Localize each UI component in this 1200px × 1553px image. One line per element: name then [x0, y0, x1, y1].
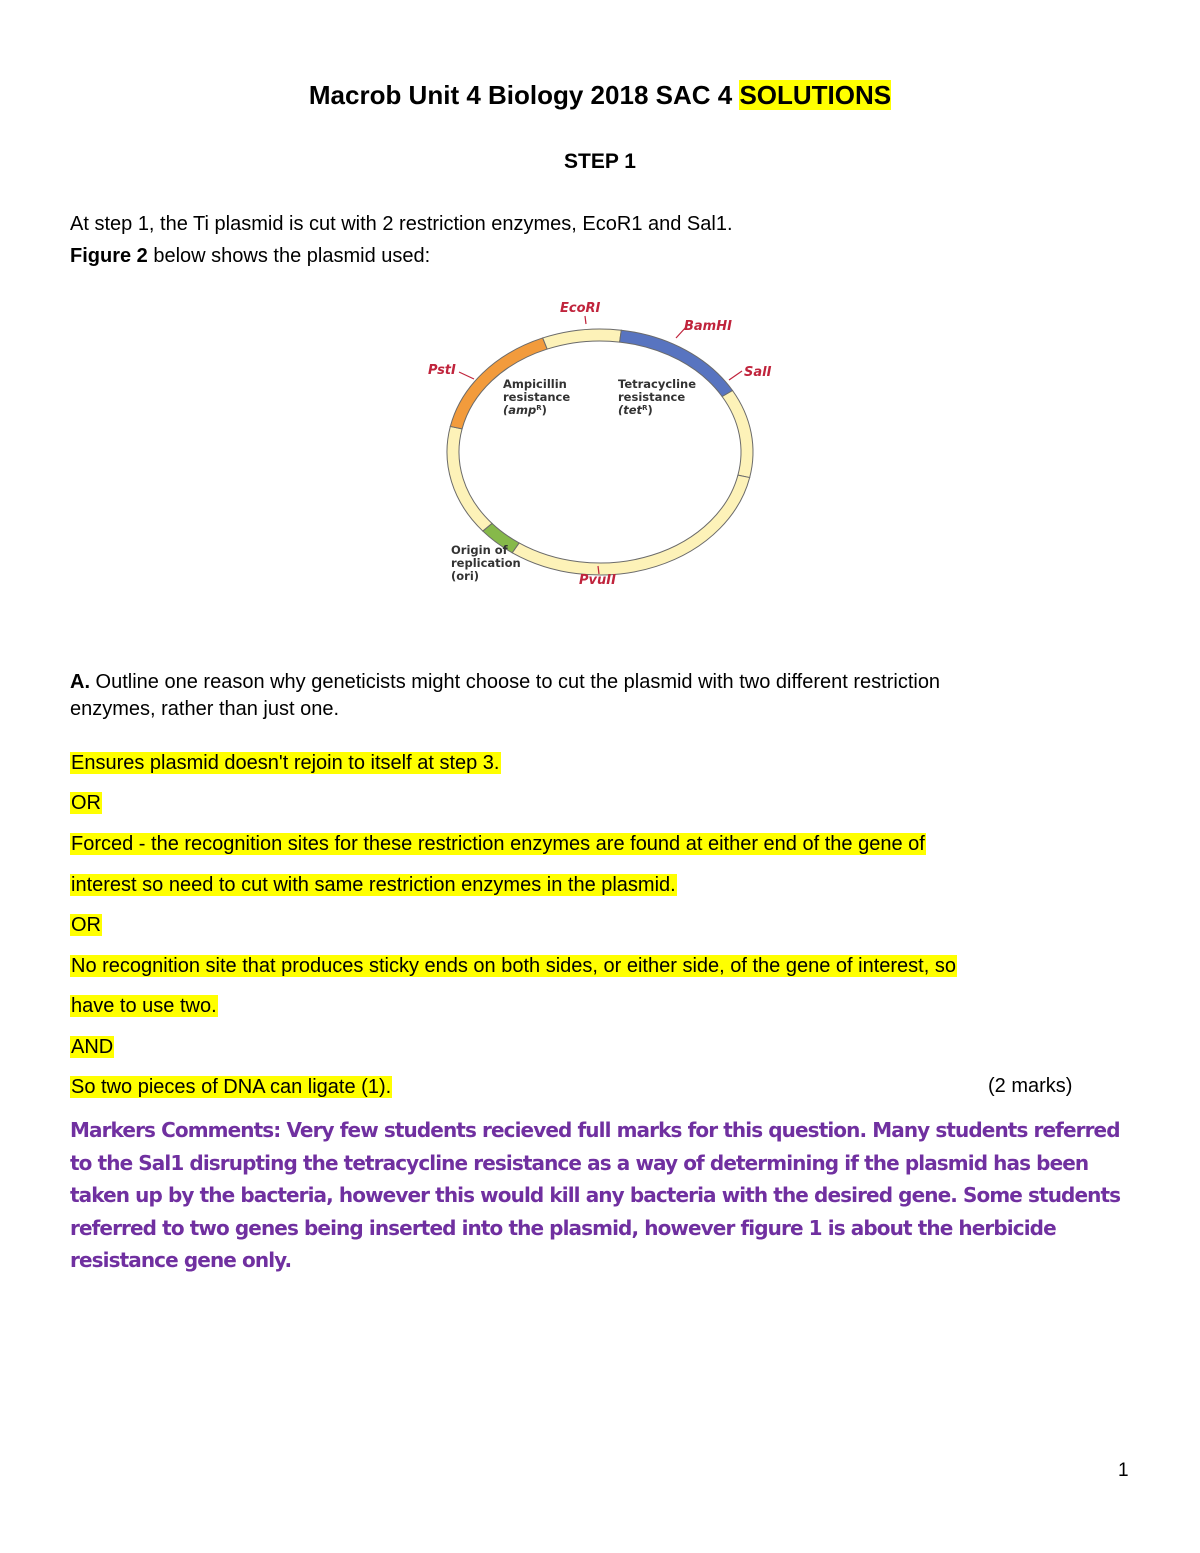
intro-line: At step 1, the Ti plasmid is cut with 2 restriction enzymes, EcoR1 and Sal1.: [70, 213, 733, 235]
ecori-label: EcoRI: [560, 301, 601, 316]
amp-label-2: resistance: [503, 390, 571, 404]
title-highlight: SOLUTIONS: [739, 80, 892, 110]
markers-comments: Markers Comments: Very few students recieved full marks for this question. Many students referred to the Sal1 disrupting the tetracycline resistance as a way of determining if the plasmid has been taken up by the bacteria, however this would kill any bacteria with the desired gene. Some students referred to two genes being inserted into the plasmid, however figure 1 is about the herbicide resistance gene only.: [70, 1118, 1121, 1272]
plasmid-backbone-segment: [447, 426, 492, 531]
plasmid-backbone-segment: [722, 391, 753, 478]
figure-caption: [70, 245, 430, 268]
answer-line: So two pieces of DNA can ligate (1).: [71, 1076, 392, 1098]
answer-line: have to use two.: [71, 995, 217, 1017]
document-title: [0, 80, 1200, 111]
title-text: Macrob Unit 4 Biology 2018 SAC 4: [308, 80, 740, 110]
psti-label: PstI: [428, 363, 456, 378]
ori-label-2: replication: [451, 556, 521, 570]
tet-label-2: resistance: [618, 390, 686, 404]
page-number: 1: [1118, 1460, 1129, 1481]
bamhi-label: BamHI: [684, 319, 732, 334]
ori-label-3: (ori): [451, 569, 480, 583]
tet-label-3: (tet$^R$): [618, 403, 653, 417]
answer-and: AND: [71, 1036, 114, 1058]
question-line-2: enzymes, rather than just one.: [70, 698, 340, 720]
answer-line: No recognition site that produces sticky ends on both sides, or either side, of the gene of interest, so: [71, 955, 956, 977]
question-text-1: Outline one reason why geneticists might choose to cut the plasmid with two different restriction: [90, 671, 941, 693]
sali-site-marker: [729, 371, 742, 380]
marks-label: (2 marks): [988, 1075, 1073, 1097]
question-label: A.: [70, 671, 90, 693]
tet-label-1: Tetracycline: [618, 377, 697, 391]
answer-or: OR: [71, 914, 101, 936]
step-heading: STEP 1: [564, 150, 636, 173]
answer-line: interest so need to cut with same restriction enzymes in the plasmid.: [71, 874, 676, 896]
plasmid-ring: [447, 329, 753, 575]
plasmid-backbone-segment: [512, 475, 749, 575]
plasmid-backbone-segment: [543, 329, 622, 349]
pvuii-label: PvuII: [579, 573, 616, 588]
question-line-1: [70, 671, 940, 694]
amp-label-1: Ampicillin: [503, 377, 567, 391]
ori-label-1: Origin of: [451, 543, 508, 557]
answer-line: Forced - the recognition sites for these restriction enzymes are found at either end of the gene of: [71, 833, 925, 855]
figure-caption-text: below shows the plasmid used:: [147, 245, 431, 267]
answer-or: OR: [71, 792, 101, 814]
answer-line: Ensures plasmid doesn't rejoin to itself at step 3.: [71, 752, 500, 774]
amp-label-3: (amp$^R$): [503, 403, 547, 417]
ecori-site-marker: [585, 316, 586, 324]
psti-site-marker: [459, 372, 474, 379]
sali-label: SalI: [744, 365, 772, 380]
figure-label: Figure 2: [70, 245, 148, 267]
plasmid-diagram: [400, 290, 780, 600]
